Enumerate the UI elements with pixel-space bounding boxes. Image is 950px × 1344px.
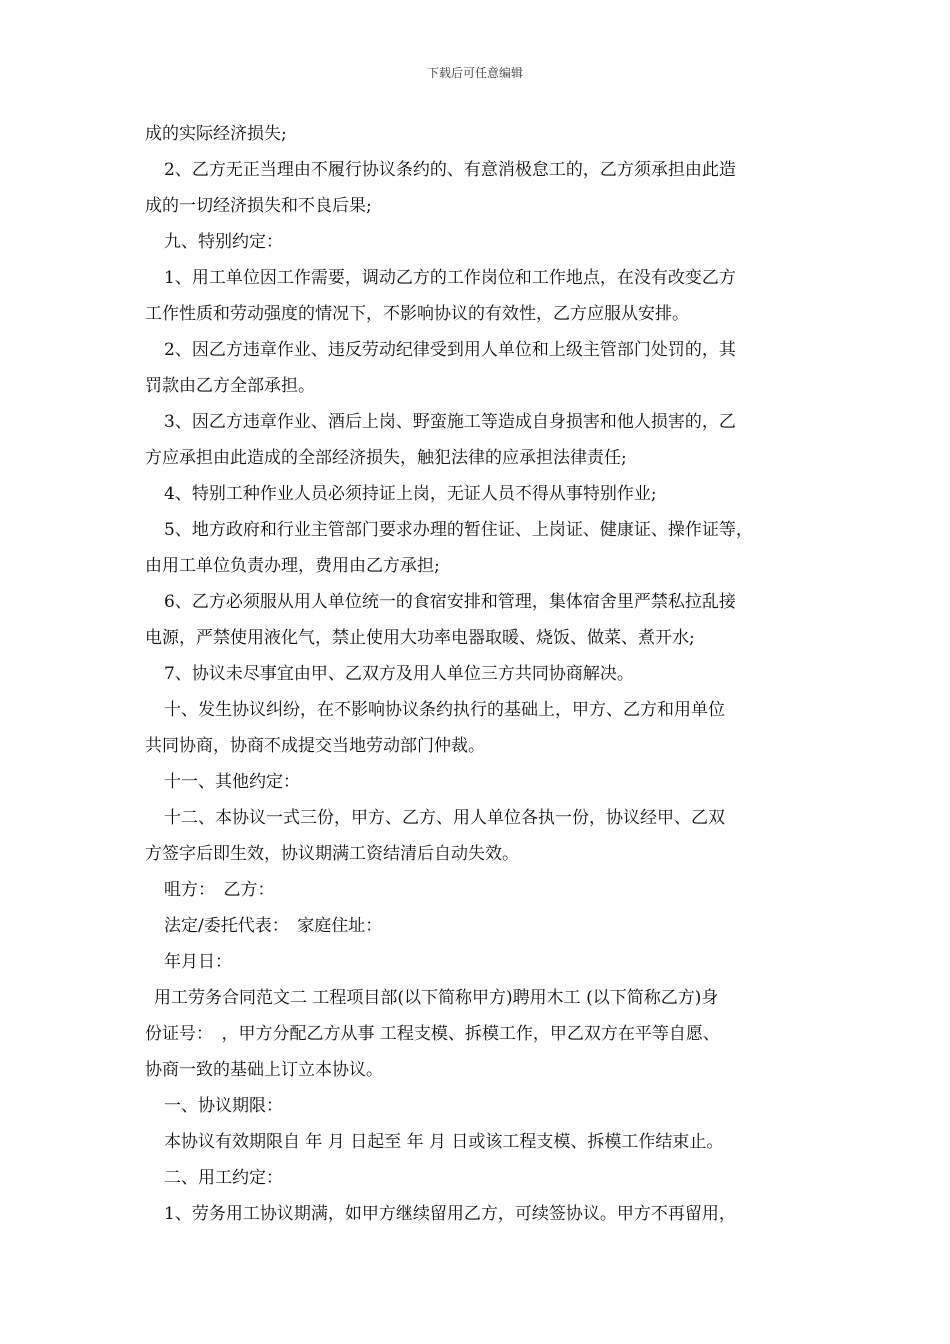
text-line: 本协议有效期限自 年 月 日起至 年 月 日或该工程支模、拆模工作结束止。 [164, 1132, 724, 1152]
text-line: 咀方： 乙方： [164, 880, 275, 900]
text-line: 1、用工单位因工作需要，调动乙方的工作岗位和工作地点，在没有改变乙方 [164, 268, 736, 288]
text-line: 7、协议未尽事宜由甲、乙双方及用人单位三方共同协商解决。 [164, 664, 634, 684]
text-line: 6、乙方必须服从用人单位统一的食宿安排和管理，集体宿舍里严禁私拉乱接 [164, 592, 736, 612]
text-line: 年月日： [164, 952, 232, 972]
text-line: 由用工单位负责办理，费用由乙方承担; [145, 556, 440, 576]
text-line: 份证号： ，甲方分配乙方从事 工程支模、拆模工作，甲乙双方在平等自愿、 [145, 1024, 720, 1044]
text-line: 共同协商，协商不成提交当地劳动部门仲裁。 [145, 736, 485, 756]
text-line: 2、因乙方违章作业、违反劳动纪律受到用人单位和上级主管部门处罚的，其 [164, 340, 736, 360]
text-line: 协商一致的基础上订立本协议。 [145, 1060, 383, 1080]
text-line: 工作性质和劳动强度的情况下，不影响协议的有效性，乙方应服从安排。 [145, 304, 689, 324]
text-line: 十二、本协议一式三份，甲方、乙方、用人单位各执一份，协议经甲、乙双 [164, 808, 725, 828]
text-line: 十、发生协议纠纷，在不影响协议条约执行的基础上，甲方、乙方和用单位 [164, 700, 725, 720]
text-line: 4、特别工种作业人员必须持证上岗，无证人员不得从事特别作业; [164, 484, 657, 504]
text-line: 十一、其他约定： [164, 772, 300, 792]
text-line: 二、用工约定： [164, 1168, 283, 1188]
text-line: 3、因乙方违章作业、酒后上岗、野蛮施工等造成自身损害和他人损害的，乙 [164, 412, 736, 432]
text-line: 罚款由乙方全部承担。 [145, 376, 315, 396]
text-line: 5、地方政府和行业主管部门要求办理的暂住证、上岗证、健康证、操作证等， [164, 520, 753, 540]
text-line: 电源，严禁使用液化气，禁止使用大功率电器取暖、烧饭、做菜、煮开水; [145, 628, 695, 648]
text-line: 2、乙方无正当理由不履行协议条约的、有意消极怠工的，乙方须承担由此造 [164, 160, 736, 180]
text-line: 1、劳务用工协议期满，如甲方继续留用乙方，可续签协议。甲方不再留用， [164, 1204, 736, 1224]
text-line: 法定/委托代表： 家庭住址： [164, 916, 383, 936]
text-line: 九、特别约定： [164, 232, 283, 252]
text-line: 方应承担由此造成的全部经济损失，触犯法律的应承担法律责任; [145, 448, 627, 468]
text-line: 方签字后即生效，协议期满工资结清后自动失效。 [145, 844, 519, 864]
page-header: 下载后可任意编辑 [426, 66, 523, 80]
text-line: 成的实际经济损失; [145, 124, 287, 144]
document-body [145, 116, 813, 1232]
text-line: 一、协议期限： [164, 1096, 283, 1116]
text-line: 成的一切经济损失和不良后果; [145, 196, 372, 216]
text-line: 用工劳务合同范文二 工程项目部(以下简称甲方)聘用木工 (以下简称乙方)身 [154, 988, 719, 1008]
